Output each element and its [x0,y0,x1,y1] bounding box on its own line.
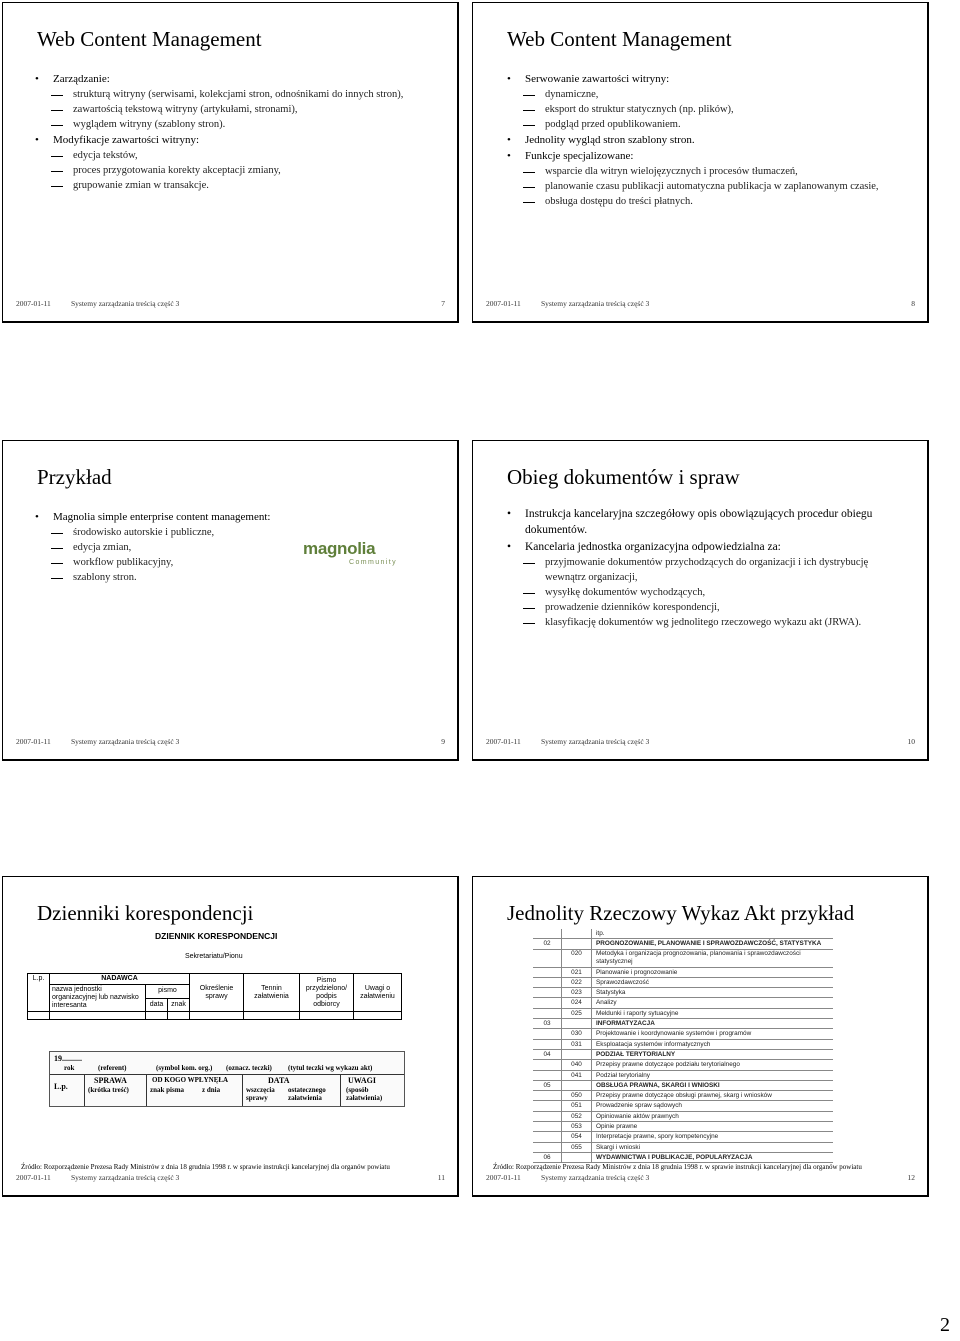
jrwa-row [533,1081,833,1091]
footer-date: 2007-01-11 [16,299,51,308]
jrwa-cell-c3: Statystyka [591,988,833,997]
sub-bullet-item: obsługa dostępu do treści płatnych. [505,194,907,209]
jrwa-cell-c3: Prowadzenie spraw sądowych [591,1101,833,1110]
jrwa-cell-c2: 053 [561,1122,591,1131]
jrwa-row [533,978,833,988]
jrwa-cell-c2: 055 [561,1143,591,1152]
sub-bullet-item: przyjmowanie dokumentów przychodzących do organizacji i ich dystrybucję wewnątrz organizacji, [505,555,907,585]
bullet-item: • Funkcje specjalizowane: [505,149,907,164]
slide-10 [472,440,929,761]
jrwa-cell-c3: OBSŁUGA PRAWNA, SKARGI I WNIOSKI [591,1081,833,1090]
sub-bullet-item: proces przygotowania korekty akceptacji zmiany, [33,163,437,178]
jrwa-cell-c3: PODZIAŁ TERYTORIALNY [591,1050,833,1059]
sub-bullet-item: planowanie czasu publikacji automatyczna publikacja w zaplanowanym czasie, [505,179,907,194]
slide-body [33,71,437,193]
jrwa-row [533,988,833,998]
sub-bullet-item: grupowanie zmian w transakcje. [33,178,437,193]
jrwa-cell-c3: Meldunki i raporty sytuacyjne [591,1009,833,1018]
jrwa-cell-c3: INFORMATYZACJA [591,1019,833,1028]
col-nadawca-desc: nazwa jednostki organizacyjnej lub nazwisko interesanta [50,985,146,1012]
col-termin: Tennin załatwienia [244,974,300,1012]
jrwa-row [533,1019,833,1029]
jrwa-row [533,1029,833,1039]
sub-bullet-item: dynamiczne, [505,87,907,102]
slide-number: 11 [437,1173,445,1182]
footer-date: 2007-01-11 [486,737,521,746]
slide-number: 10 [907,737,915,746]
jrwa-cell-c2: 022 [561,978,591,987]
sub-bullet-item: eksport do struktur statycznych (np. plików), [505,102,907,117]
scan-symbol: (symbol kom. org.) [156,1064,213,1072]
jrwa-cell-c3: Interpretacje prawne, spory kompetencyjne [591,1132,833,1141]
jrwa-cell-c1: 06 [543,1153,551,1161]
scan-ostatecznego: ostatecznego załatwienia [288,1086,326,1102]
jrwa-row [533,1132,833,1142]
sub-bullet-item: edycja tekstów, [33,148,437,163]
slide-footer [16,1173,445,1185]
jrwa-cell-c2: 020 [561,950,591,967]
jrwa-table [533,929,833,1161]
logo-word: magnolia [303,539,376,558]
jrwa-row [533,1009,833,1019]
scan-tytul: (tytul teczki wg wykazu akt) [288,1064,373,1072]
sub-bullet-item: zawartością tekstową witryny (artykułami, stronami), [33,102,437,117]
sub-bullet-item: workflow publikacyjny, [33,555,287,570]
jrwa-row [533,968,833,978]
scan-odkogo: OD KOGO WPŁYNĘŁA [152,1076,229,1084]
sub-bullet-item: wyglądem witryny (szablony stron). [33,117,437,132]
jrwa-cell-c2: 024 [561,998,591,1007]
jrwa-row [533,1112,833,1122]
bullet-item: • Instrukcja kancelaryjna szczegółowy opis obowiązujących procedur obiegu dokumentów. [505,506,907,538]
col-uwagi: Uwagi o załatwieniu [354,974,402,1012]
bullet-item: • Modyfikacje zawartości witryny: [33,133,437,148]
jrwa-cell-c2: 050 [561,1091,591,1100]
sub-bullet-item: podgląd przed opublikowaniem. [505,117,907,132]
jrwa-row [533,1040,833,1050]
jrwa-cell-c3: Opiniowanie aktów prawnych [591,1112,833,1121]
jrwa-row [533,1071,833,1081]
scan-data: DATA [268,1076,290,1085]
scan-oznacz: (oznacz. teczki) [226,1064,272,1072]
register-subtitle: Sekretariatu/Pionu [185,953,243,960]
jrwa-cell-c2: 025 [561,1009,591,1018]
jrwa-row [533,1153,833,1163]
slide-title: Web Content Management [507,27,732,51]
scan-referent: (referent) [98,1064,127,1072]
sub-bullet-item: środowisko autorskie i publiczne, [33,525,287,540]
scan-sprawa: SPRAWA [94,1076,127,1085]
slide-body [505,71,907,209]
sub-bullet-item: strukturą witryny (serwisami, kolekcjami stron, odnośnikami do innych stron), [33,87,437,102]
jrwa-cell-c2: 030 [561,1029,591,1038]
jrwa-cell-c3: Sprawozdawczość [591,978,833,987]
jrwa-cell-c2 [561,1019,591,1028]
slide-title: Web Content Management [37,27,262,51]
jrwa-row [533,1091,833,1101]
slide-body [505,505,907,630]
sub-bullet-item: prowadzenie dzienników korespondencji, [505,600,907,615]
slide-number: 8 [911,299,915,308]
jrwa-row [533,929,833,939]
jrwa-cell-c2: 051 [561,1101,591,1110]
sub-bullet-item: wsparcie dla witryn wielojęzycznych i procesów tłumaczeń, [505,164,907,179]
footer-course: Systemy zarządzania treścią część 3 [541,737,650,746]
scan-year: 19.......... [54,1054,82,1063]
bullet-item: • Zarządzanie: [33,72,437,87]
jrwa-cell-c3: Metodyka i organizacja prognozowania, planowania i sprawozdawczości statystycznej [591,950,833,967]
sub-bullet-item: klasyfikację dokumentów wg jednolitego rzeczowego wykazu akt (JRWA). [505,615,907,630]
scan-z-dnia: z dnia [202,1086,221,1094]
jrwa-row [533,939,833,949]
scan-sposob: (sposób załatwienia) [346,1086,383,1102]
jrwa-row [533,998,833,1008]
scan-lp: L.p. [54,1082,68,1091]
jrwa-row [533,1101,833,1111]
source-note: Źródło: Rozporządzenie Prezesa Rady Ministrów z dnia 18 grudnia 1998 r. w sprawie instrukcji kancelaryjnej dla organów powiatu [493,1163,862,1171]
jrwa-cell-c2: 021 [561,968,591,977]
footer-course: Systemy zarządzania treścią część 3 [541,299,650,308]
slide-footer [16,737,445,749]
slide-12 [472,876,929,1197]
slide-footer [486,299,915,311]
jrwa-row [533,1143,833,1153]
scanned-register-header [49,1051,405,1107]
jrwa-cell-c1: 04 [543,1050,551,1058]
jrwa-cell-c2 [561,1153,591,1162]
scan-znak-pisma: znak pisma [150,1086,185,1094]
slide-body [33,509,287,585]
footer-course: Systemy zarządzania treścią część 3 [541,1173,650,1182]
jrwa-row [533,1050,833,1060]
slide-number: 9 [441,737,445,746]
jrwa-cell-c1: 03 [543,1020,551,1028]
page-number: 2 [940,1314,950,1336]
slide-11 [2,876,459,1197]
bullet-item: • Magnolia simple enterprise content management: [33,510,287,525]
slide-title: Przykład [37,465,112,489]
scan-wszczecia: wszczęcia sprawy [246,1086,275,1102]
footer-date: 2007-01-11 [486,1173,521,1182]
footer-course: Systemy zarządzania treścią część 3 [71,1173,180,1182]
footer-date: 2007-01-11 [16,737,51,746]
slide-9 [2,440,459,761]
jrwa-cell-c2 [561,929,591,938]
register-table [27,973,402,1020]
jrwa-cell-c3: Podział terytorialny [591,1071,833,1080]
scan-krotka: (krótka treść) [88,1086,129,1094]
bullet-item: • Jednolity wygląd stron szablony stron. [505,133,907,148]
jrwa-cell-c3: Przepisy prawne dotyczące obsługi prawnej, skarg i wniosków [591,1091,833,1100]
slide-title: Jednolity Rzeczowy Wykaz Akt przykład [507,901,855,925]
jrwa-cell-c3: PROGNOZOWANIE, PLANOWANIE I SPRAWOZDAWCZOŚĆ, STATYSTYKA [591,939,833,948]
jrwa-cell-c2 [561,1050,591,1059]
jrwa-cell-c3: Skargi i wnioski [591,1143,833,1152]
jrwa-cell-c1: 05 [543,1081,551,1089]
jrwa-cell-c3: WYDAWNICTWA I PUBLIKACJE, POPULARYZACJA [591,1153,833,1162]
jrwa-cell-c3: itp. [591,929,833,938]
slide-8 [472,2,929,323]
scan-rok: rok [64,1064,75,1072]
footer-date: 2007-01-11 [486,299,521,308]
slide-footer [486,737,915,749]
jrwa-row [533,1060,833,1070]
sub-bullet-item: szablony stron. [33,570,287,585]
jrwa-row [533,950,833,968]
logo-community: Community [349,559,397,566]
slide-footer [486,1173,915,1185]
slide-footer [16,299,445,311]
col-znak: znak [168,998,190,1012]
slide-title: Dzienniki korespondencji [37,901,254,925]
jrwa-cell-c3: Projektowanie i koordynowanie systemów i programów [591,1029,833,1038]
jrwa-cell-c2: 054 [561,1132,591,1141]
sub-bullet-item: wysyłkę dokumentów wychodzących, [505,585,907,600]
col-data: data [146,998,168,1012]
jrwa-cell-c2: 041 [561,1071,591,1080]
jrwa-cell-c3: Przepisy prawne dotyczące podziału terytorialnego [591,1060,833,1069]
jrwa-cell-c2: 023 [561,988,591,997]
jrwa-cell-c2 [561,1081,591,1090]
jrwa-row [533,1122,833,1132]
col-okreslenie: Określenie sprawy [190,974,244,1012]
slide-number: 7 [441,299,445,308]
jrwa-cell-c2: 040 [561,1060,591,1069]
jrwa-cell-c2: 052 [561,1112,591,1121]
bullet-item: • Kancelaria jednostka organizacyjna odpowiedzialna za: [505,539,907,555]
magnolia-logo [303,537,403,573]
register-title: DZIENNIK KORESPONDENCJI [155,931,278,941]
scan-uwagi: UWAGI [348,1076,377,1085]
jrwa-cell-c3: Eksploatacja systemów informatycznych [591,1040,833,1049]
jrwa-cell-c3: Planowanie i prognozowanie [591,968,833,977]
jrwa-cell-c3: Opinie prawne [591,1122,833,1131]
footer-course: Systemy zarządzania treścią część 3 [71,299,180,308]
col-lp: L.p. [28,974,50,1012]
jrwa-cell-c2 [561,939,591,948]
footer-date: 2007-01-11 [16,1173,51,1182]
sub-bullet-item: edycja zmian, [33,540,287,555]
slide-7 [2,2,459,323]
source-note: Źródło: Rozporządzenie Prezesa Rady Ministrów z dnia 18 grudnia 1998 r. w sprawie instrukcji kancelaryjnej dla organów powiatu [21,1163,390,1171]
jrwa-cell-c2: 031 [561,1040,591,1049]
jrwa-cell-c1: 02 [543,940,551,948]
col-przydzielono: Pismo przydzielono/ podpis odbiorcy [300,974,354,1012]
jrwa-cell-c3: Analizy [591,998,833,1007]
slide-number: 12 [907,1173,915,1182]
col-pismo: pismo [146,985,190,999]
footer-course: Systemy zarządzania treścią część 3 [71,737,180,746]
col-nadawca: NADAWCA [50,974,190,985]
slide-title: Obieg dokumentów i spraw [507,465,740,489]
bullet-item: • Serwowanie zawartości witryny: [505,72,907,87]
